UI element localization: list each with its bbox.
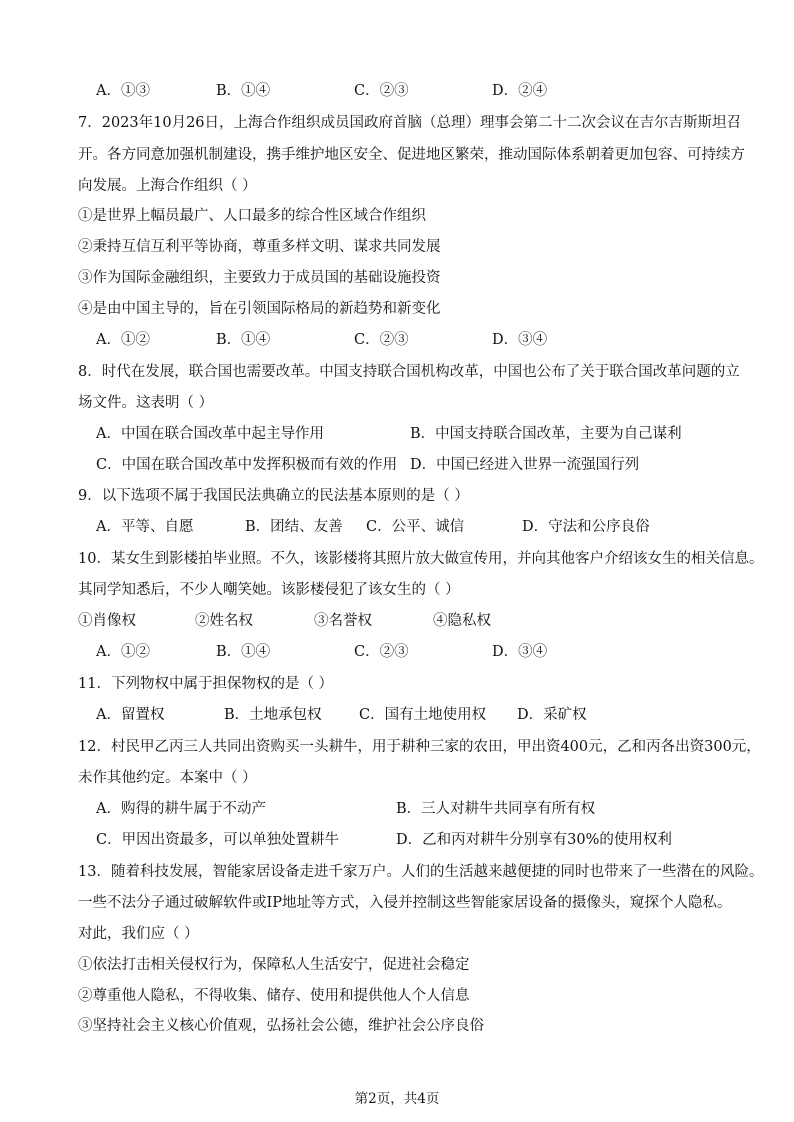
- q12-option-c: C．甲因出资最多，可以单独处置耕牛: [96, 832, 340, 848]
- q8-option-a: A．中国在联合国改革中起主导作用: [96, 426, 324, 442]
- q8-option-c: C．中国在联合国改革中发挥积极而有效的作用: [96, 457, 398, 473]
- q12-stem-line-1: 12．村民甲乙丙三人共同出资购买一头耕牛，用于耕种三家的农田，甲出资400元，乙和丙各出资300元，: [78, 739, 761, 755]
- q13-item-2: ②尊重他人隐私，不得收集、储存、使用和提供他人个人信息: [78, 988, 470, 1004]
- q11-option-a: A．留置权: [96, 707, 165, 723]
- q6-option-d: D．②④: [492, 83, 548, 99]
- q11-option-c: C．国有土地使用权: [359, 707, 487, 723]
- q10-item-1: ①肖像权: [78, 613, 136, 629]
- q7-stem-line-1: 7．2023年10月26日，上海合作组织成员国政府首脑（总理）理事会第二十二次会议在吉尔吉斯斯坦召: [78, 115, 742, 131]
- q12-stem-line-2: 未作其他约定。本案中（ ）: [78, 770, 257, 786]
- q6-option-b: B．①④: [216, 83, 271, 99]
- q7-item-3: ③作为国际金融组织，主要致力于成员国的基础设施投资: [78, 270, 441, 286]
- q13-item-3: ③坚持社会主义核心价值观，弘扬社会公德，维护社会公序良俗: [78, 1018, 484, 1034]
- q9-option-c: C．公平、诚信: [366, 519, 465, 535]
- q7-item-4: ④是由中国主导的，旨在引领国际格局的新趋势和新变化: [78, 301, 441, 317]
- q10-item-2: ②姓名权: [195, 613, 253, 629]
- q9-stem: 9．以下选项不属于我国民法典确立的民法基本原则的是（ ）: [78, 488, 469, 504]
- q7-option-c: C．②③: [354, 332, 409, 348]
- q10-stem-line-2: 其同学知悉后，不少人嘲笑她。该影楼侵犯了该女生的（ ）: [78, 582, 460, 598]
- q12-option-b: B．三人对耕牛共同享有所有权: [396, 801, 596, 817]
- q11-stem: 11．下列物权中属于担保物权的是（ ）: [78, 676, 334, 692]
- q6-option-c: C．②③: [354, 83, 409, 99]
- q8-stem-line-2: 场文件。这表明（ ）: [78, 395, 214, 411]
- q13-stem-line-1: 13．随着科技发展，智能家居设备走进千家万户。人们的生活越来越便捷的同时也带来了一些潜在的风险。: [78, 864, 764, 880]
- q7-option-a: A．①②: [96, 332, 150, 348]
- q10-option-a: A．①②: [96, 644, 150, 660]
- q12-option-a: A．购得的耕牛属于不动产: [96, 801, 266, 817]
- q9-option-a: A．平等、自愿: [96, 519, 194, 535]
- q10-option-b: B．①④: [216, 644, 271, 660]
- q6-option-a: A．①③: [96, 83, 150, 99]
- q9-option-d: D．守法和公序良俗: [522, 519, 650, 535]
- q10-item-3: ③名誉权: [314, 613, 372, 629]
- q10-option-d: D．③④: [492, 644, 548, 660]
- q13-item-1: ①依法打击相关侵权行为，保障私人生活安宁，促进社会稳定: [78, 957, 470, 973]
- q10-option-c: C．②③: [354, 644, 409, 660]
- q13-stem-line-2: 一些不法分子通过破解软件或IP地址等方式，入侵并控制这些智能家居设备的摄像头，窥探个人隐私。: [78, 895, 732, 911]
- q8-option-d: D．中国已经进入世界一流强国行列: [410, 457, 640, 473]
- page-number: 第2页，共4页: [354, 1091, 440, 1107]
- q7-item-1: ①是世界上幅员最广、人口最多的综合性区域合作组织: [78, 208, 426, 224]
- q10-item-4: ④隐私权: [433, 613, 491, 629]
- q7-stem-line-2: 开。各方同意加强机制建设，携手维护地区安全、促进地区繁荣，推动国际体系朝着更加包容、可持续方: [78, 147, 745, 163]
- q8-stem-line-1: 8．时代在发展，联合国也需要改革。中国支持联合国机构改革，中国也公布了关于联合国改革问题的立: [78, 364, 740, 380]
- q12-option-d: D．乙和丙对耕牛分别享有30%的使用权利: [396, 832, 672, 848]
- q8-option-b: B．中国支持联合国改革，主要为自己谋利: [410, 426, 682, 442]
- q11-option-b: B．土地承包权: [224, 707, 322, 723]
- q7-item-2: ②秉持互信互利平等协商，尊重多样文明、谋求共同发展: [78, 239, 441, 255]
- q7-option-b: B．①④: [216, 332, 271, 348]
- q7-option-d: D．③④: [492, 332, 548, 348]
- q7-stem-line-3: 向发展。上海合作组织（ ）: [78, 178, 257, 194]
- q11-option-d: D．采矿权: [517, 707, 587, 723]
- q10-stem-line-1: 10．某女生到影楼拍毕业照。不久，该影楼将其照片放大做宣传用，并向其他客户介绍该女生的相关信息。: [78, 551, 764, 567]
- q13-stem-line-3: 对此，我们应（ ）: [78, 926, 199, 942]
- q9-option-b: B．团结、友善: [245, 519, 343, 535]
